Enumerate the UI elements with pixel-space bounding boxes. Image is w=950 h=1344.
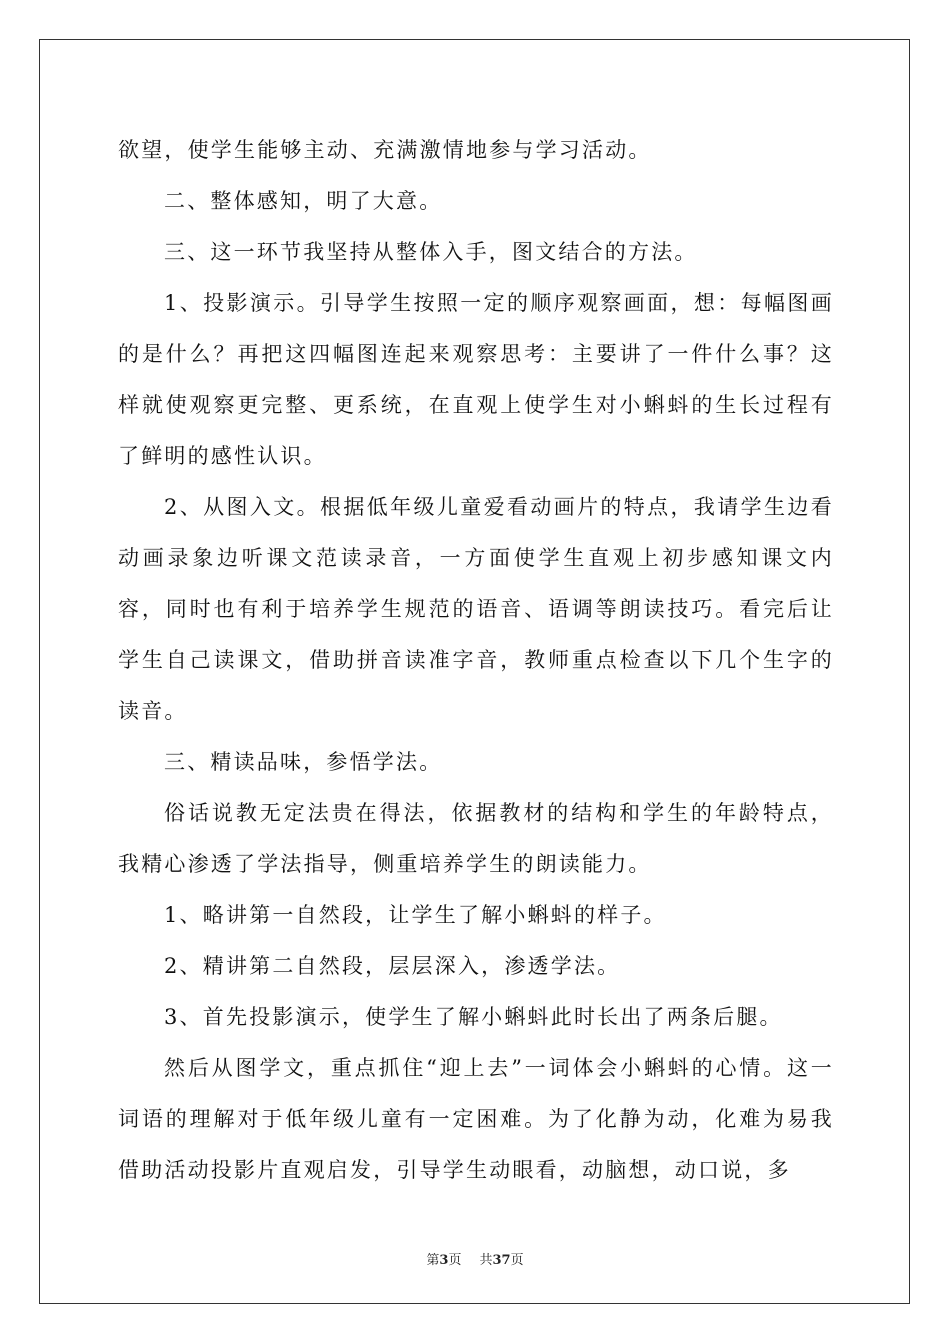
page-number: 3 — [439, 1253, 449, 1268]
paragraph-9: 2、精讲第二自然段，层层深入，渗透学法。 — [164, 954, 621, 978]
paragraph-6: 三、精读品味，参悟学法。 — [164, 750, 443, 774]
paragraph-7: 俗话说教无定法贵在得法，依据教材的结构和学生的年龄特点，我精心渗透了学法指导，侧重培养学生的朗读能力。 — [118, 801, 834, 876]
paragraph-8: 1、略讲第一自然段，让学生了解小蝌蚪的样子。 — [164, 903, 667, 927]
page-suffix: 页 — [448, 1253, 462, 1268]
paragraph-4: 1、投影演示。引导学生按照一定的顺序观察画面，想：每幅图画的是什么？再把这四幅图连起来观察思考：主要讲了一件什么事？这样就使观察更完整、更系统，在直观上使学生对小蝌蚪的生长过程有了鲜明的感性认识。 — [118, 291, 834, 468]
page-prefix: 第 — [426, 1253, 440, 1268]
total-prefix: 共 — [479, 1253, 493, 1268]
total-suffix: 页 — [510, 1253, 524, 1268]
paragraph-10: 3、首先投影演示，使学生了解小蝌蚪此时长出了两条后腿。 — [164, 1005, 783, 1029]
total-pages: 37 — [492, 1253, 511, 1268]
page-footer — [0, 1249, 950, 1268]
paragraph-5: 2、从图入文。根据低年级儿童爱看动画片的特点，我请学生边看动画录象边听课文范读录音，一方面使学生直观上初步感知课文内容，同时也有利于培养学生规范的语音、语调等朗读技巧。看完后让学生自己读课文，借助拼音读准字音，教师重点检查以下几个生字的读音。 — [118, 495, 834, 723]
paragraph-11: 然后从图学文，重点抓住“迎上去”一词体会小蝌蚪的心情。这一词语的理解对于低年级儿童有一定困难。为了化静为动，化难为易我借助活动投影片直观启发，引导学生动眼看，动脑想，动口说，多 — [118, 1056, 834, 1182]
paragraph-2: 二、整体感知，明了大意。 — [164, 189, 443, 213]
paragraph-3: 三、这一环节我坚持从整体入手，图文结合的方法。 — [164, 240, 698, 264]
document-body — [118, 125, 834, 1196]
paragraph-1: 欲望，使学生能够主动、充满激情地参与学习活动。 — [118, 138, 652, 162]
